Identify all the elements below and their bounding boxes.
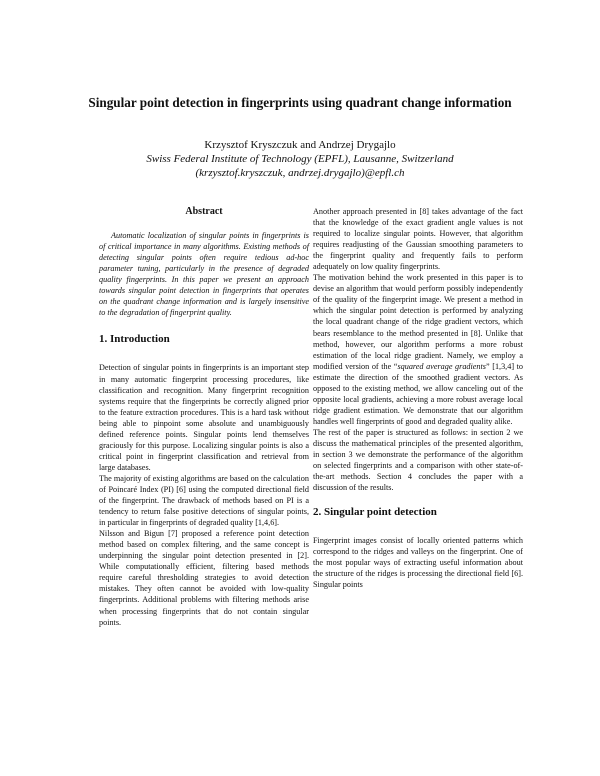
- author-affiliation: Swiss Federal Institute of Technology (EPFL), Lausanne, Switzerland: [146, 153, 454, 165]
- paragraph: Fingerprint images consist of locally oriented patterns which correspond to the ridges and valleys on the fingerprint. One of the most popular ways of extracting useful information about the structure of the ridges is processing the directional field [6]. Singular points: [313, 536, 523, 590]
- abstract-text: Automatic localization of singular points in fingerprints is of critical importance in many algorithms. Existing methods of detecting singular points often require tedious ad-hoc parameter tuning, particularly in the presence of degraded quality fingerprints. In this paper we present an approach towards singular point detection in fingerprints that operates on the quadrant change information and is largely insensitive to the degradation of fingerprint quality.: [99, 231, 309, 318]
- author-names: Krzysztof Kryszczuk and Andrzej Drygajlo: [204, 139, 396, 151]
- paragraph: The majority of existing algorithms are based on the calculation of Poincaré Index (PI) [6] using the computed directional field of the fingerprint. The drawback of methods based on PI is a tendency to return false positive detections of singular points, in particular in fingerprints of degraded quality [1,4,6].: [99, 473, 309, 528]
- paragraph: [313, 272, 523, 427]
- paragraph: The rest of the paper is structured as follows: in section 2 we discuss the mathematical principles of the presented algorithm, in section 3 we demonstrate the performance of the algorithm on selected fingerprints and a comparison with other state-of-the-art methods. Section 4 concludes the paper with a discussion of the results.: [313, 427, 523, 493]
- author-email: (krzysztof.kryszczuk, andrzej.drygajlo)@epfl.ch: [195, 167, 405, 179]
- paragraph: Detection of singular points in fingerprints is an important step in many automatic fingerprint processing procedures, like classification and recognition. Many fingerprint recognition systems require that the fingerprints be correctly aligned prior to the feature extraction procedures. This is a hard task without being able to pinpoint some absolute and unambiguously defined reference points. Singular points lend themselves graciously for this purpose. Localizing singular points is also a critical point in fingerprint classification and retrieval from large databases.: [99, 363, 309, 472]
- section-heading-introduction: 1. Introduction: [99, 333, 170, 346]
- right-column: [313, 206, 523, 591]
- text-run: The motivation behind the work presented in this paper is to devise an algorithm that would perform possibly independently of the quality of the fingerprint image. We present a method in which the singular point detection is performed by analyzing the local quadrant change of the ridge gradient vectors, which bears resemblance to the method presented in [8]. Unlike that method, however, our algorithm performs a more robust estimation of the local ridge gradient. Namely, we employ a modified version of the “: [313, 273, 523, 371]
- paper-title: Singular point detection in fingerprints using quadrant change information: [88, 95, 512, 110]
- left-column: [99, 206, 309, 628]
- emphasized-term: squared average gradients: [397, 361, 486, 371]
- paragraph: Another approach presented in [8] takes advantage of the fact that the knowledge of the exact gradient angle values is not required to localize singular points. However, that algorithm requires readjusting of the Gaussian smoothing parameters to the fingerprint quality and frequently fails to perform adequately on low quality fingerprints.: [313, 207, 523, 272]
- paragraph: Nilsson and Bigun [7] proposed a reference point detection method based on complex filtering, and the same concept is underpinning the singular point detection presented in [2]. While computationally efficient, filtering based methods require careful thresholding strategies to avoid detection mistakes. They often cannot be avoided with low-quality fingerprints. Additional problems with filtering methods arise when processing fingerprints that do not contain singular points.: [99, 529, 309, 627]
- text-run: ” [1,3,4] to estimate the direction of the smoothed gradient vectors. As opposed to the existing method, we allow canceling out of the opposite local gradients, achieving a more robust average local ridge gradient estimation. We demonstrate that our algorithm handles well fingerprints of good and degraded quality alike.: [313, 361, 523, 426]
- section-heading-singular-point-detection: 2. Singular point detection: [313, 506, 437, 519]
- author-block: [0, 138, 600, 180]
- abstract-heading: Abstract: [185, 206, 223, 217]
